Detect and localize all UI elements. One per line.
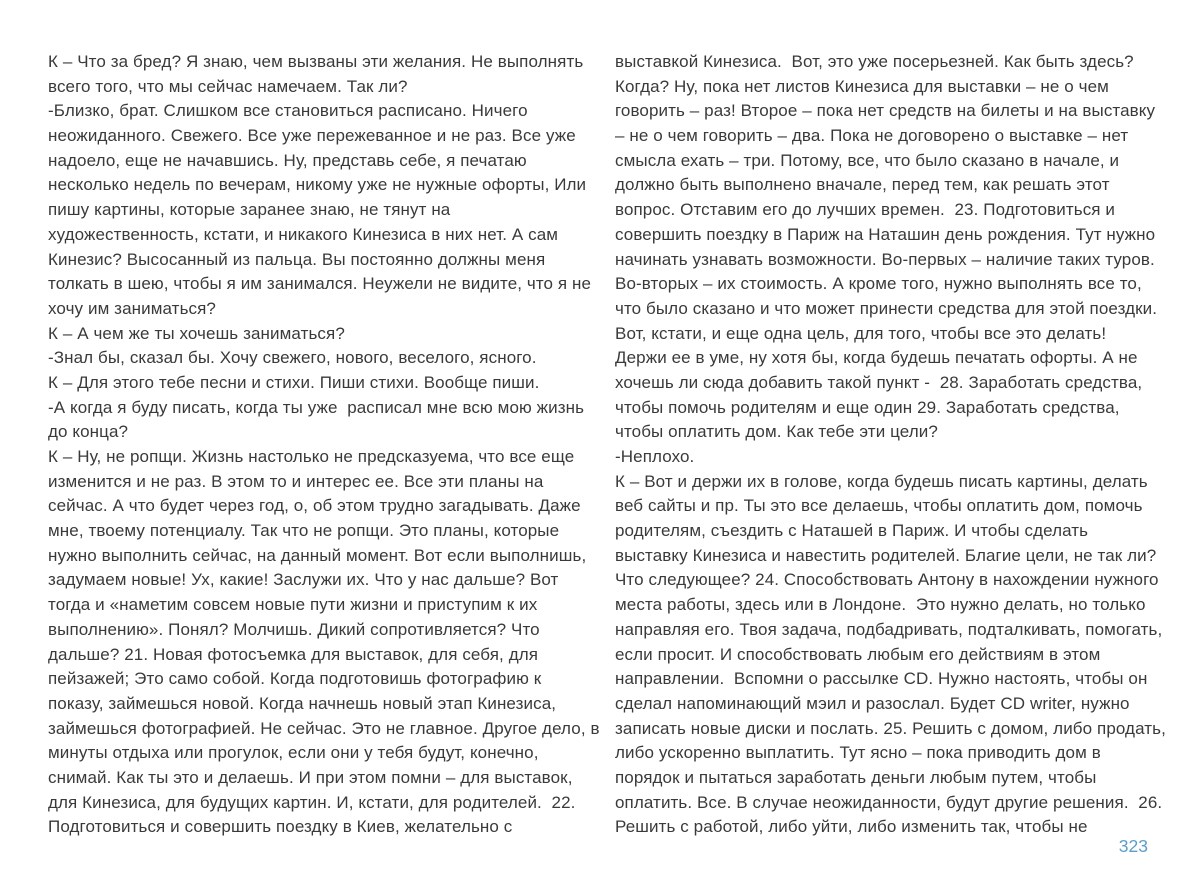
text-line: Во-вторых – их стоимость. А кроме того, нужно выполнять все то, <box>615 274 1142 294</box>
text-line: направлении. Вспомни о рассылке CD. Нужно настоять, чтобы он <box>615 669 1148 689</box>
text-line: Что следующее? 24. Способствовать Антону в нахождении нужного <box>615 570 1159 590</box>
text-line: изменится и не раз. В этом то и интерес ее. Все эти планы на <box>48 471 544 491</box>
text-line: -Неплохо. <box>615 447 695 466</box>
text-line: толкать в шею, чтобы я им занимался. Неужели не видите, что я не <box>48 274 592 294</box>
text-line: пейзажей; Это само собой. Когда подготовишь фотографию к <box>48 669 542 689</box>
text-line: должно быть выполнено вначале, перед тем, как решать этот <box>615 175 1110 195</box>
text-line: говорить – раз! Второе – пока нет средств на билеты и на выставку <box>615 101 1156 121</box>
text-line: сейчас. А что будет через год, о, об этом трудно загадывать. Даже <box>48 496 581 516</box>
text-line: места работы, здесь или в Лондоне. Это нужно делать, но только <box>615 595 1146 615</box>
text-line: Когда? Ну, пока нет листов Кинезиса для выставки – не о чем <box>615 76 1109 96</box>
text-line: надоело, еще не начавшись. Ну, представь себе, я печатаю <box>48 150 527 170</box>
text-line: сделал напоминающий мэил и разослал. Будет CD writer, нужно <box>615 693 1130 713</box>
text-line: хочу им заниматься? <box>48 298 216 318</box>
text-line: -А когда я буду писать, когда ты уже расписал мне всю мою жизнь <box>48 397 585 417</box>
text-line: веб сайты и пр. Ты это все делаешь, чтобы оплатить дом, помочь <box>615 496 1143 516</box>
text-line: чтобы оплатить дом. Как тебе эти цели? <box>615 422 938 442</box>
text-line: несколько недель по вечерам, никому уже не нужные офорты, Или <box>48 175 587 195</box>
text-line: порядок и пытаться заработать деньги любым путем, чтобы <box>615 767 1097 787</box>
text-line: К – Ну, не ропщи. Жизнь настолько не предсказуема, что все еще <box>48 447 575 466</box>
text-line: оплатить. Все. В случае неожиданности, будут другие решения. 26. <box>615 792 1163 812</box>
right-text-column <box>615 50 1166 840</box>
page-number: 323 <box>1118 836 1148 856</box>
text-line: К – Для этого тебе песни и стихи. Пиши стихи. Вообще пиши. <box>48 372 540 392</box>
text-line: неожиданного. Свежего. Все уже пережеванное и не раз. Все уже <box>48 126 576 146</box>
text-line: родителям, съездить с Наташей в Париж. И чтобы сделать <box>615 521 1089 541</box>
text-line: Решить с работой, либо уйти, либо изменить так, чтобы не <box>615 817 1088 837</box>
left-text-column <box>48 50 600 840</box>
text-line: совершить поездку в Париж на Наташин день рождения. Тут нужно <box>615 224 1156 244</box>
text-line: тогда и «наметим совсем новые пути жизни и приступим к их <box>48 595 538 615</box>
text-line: для Кинезиса, для будущих картин. И, кстати, для родителей. 22. <box>48 792 576 812</box>
text-line: Держи ее в уме, ну хотя бы, когда будешь печатать офорты. А не <box>615 348 1138 368</box>
text-line: всего того, что мы сейчас намечаем. Так ли? <box>48 76 408 96</box>
text-line: выставкой Кинезиса. Вот, это уже посерьезней. Как быть здесь? <box>615 52 1134 71</box>
text-line: что было сказано и что может принести средства для этой поездки. <box>615 298 1158 318</box>
text-line: показу, займешься новой. Когда начнешь новый этап Кинезиса, <box>48 693 557 713</box>
text-line: – не о чем говорить – два. Пока не договорено о выставке – нет <box>615 126 1129 146</box>
text-line: смысла ехать – три. Потому, все, что было сказано в начале, и <box>615 150 1120 170</box>
text-line: -Знал бы, сказал бы. Хочу свежего, нового, веселого, ясного. <box>48 348 537 368</box>
text-line: К – Что за бред? Я знаю, чем вызваны эти желания. Не выполнять <box>48 52 584 71</box>
text-line: Кинезис? Высосанный из пальца. Вы постоянно должны меня <box>48 249 546 269</box>
text-line: начинать узнавать возможности. Во-первых – наличие таких туров. <box>615 249 1155 269</box>
text-line: либо ускоренно выплатить. Тут ясно – пока приводить дом в <box>615 743 1101 763</box>
text-line: Вот, кстати, и еще одна цель, для того, чтобы все это делать! <box>615 323 1107 343</box>
text-line: направляя его. Твоя задача, подбадривать, подталкивать, помогать, <box>615 619 1163 639</box>
text-line: чтобы помочь родителям и еще один 29. Заработать средства, <box>615 397 1120 417</box>
text-line: нужно выполнить сейчас, на данный момент. Вот если выполнишь, <box>48 545 587 565</box>
text-line: вопрос. Отставим его до лучших времен. 23. Подготовиться и <box>615 200 1116 220</box>
text-line: хочешь ли сюда добавить такой пункт - 28. Заработать средства, <box>615 372 1143 392</box>
text-line: минуты отдыха или прогулок, если они у тебя будут, конечно, <box>48 743 539 763</box>
text-line: К – А чем же ты хочешь заниматься? <box>48 323 345 343</box>
text-line: задумаем новые! Ух, какие! Заслужи их. Что у нас дальше? Вот <box>48 570 559 590</box>
text-line: художественность, кстати, и никакого Кинезиса в них нет. А сам <box>48 224 559 244</box>
text-line: снимай. Как ты это и делаешь. И при этом помни – для выставок, <box>48 767 573 787</box>
text-line: займешься фотографией. Не сейчас. Это не главное. Другое дело, в <box>48 718 600 738</box>
text-line: дальше? 21. Новая фотосъемка для выставок, для себя, для <box>48 644 539 664</box>
text-line: К – Вот и держи их в голове, когда будешь писать картины, делать <box>615 471 1148 491</box>
text-line: выполнению». Понял? Молчишь. Дикий сопротивляется? Что <box>48 619 540 639</box>
text-line: если просит. И способствовать любым его действиям в этом <box>615 644 1101 664</box>
text-line: записать новые диски и послать. 25. Решить с домом, либо продать, <box>615 718 1166 738</box>
text-line: -Близко, брат. Слишком все становиться расписано. Ничего <box>48 101 528 121</box>
text-line: пишу картины, которые заранее знаю, не тянут на <box>48 200 451 220</box>
text-line: до конца? <box>48 422 129 442</box>
text-line: мне, твоему потенциалу. Так что не ропщи. Это планы, которые <box>48 521 560 541</box>
text-line: выставку Кинезиса и навестить родителей. Благие цели, не так ли? <box>615 545 1157 565</box>
text-line: Подготовиться и совершить поездку в Киев, желательно с <box>48 817 513 837</box>
